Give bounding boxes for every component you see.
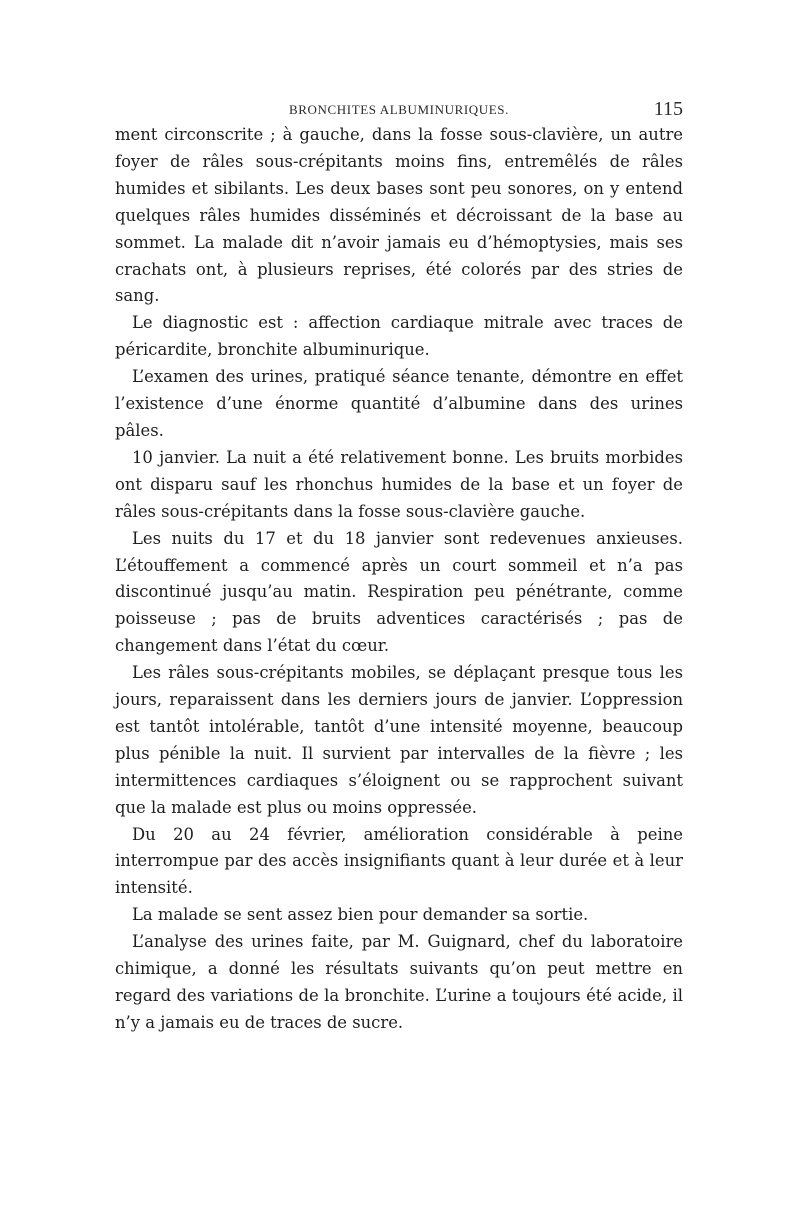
paragraph-late-january: Les râles sous-crépitants mobiles, se déplaçant presque tous les jours, reparaissent dans les derniers jours de janvier. L’oppression est tantôt intolérable, tantôt d’une intensité moyenne, beaucoup plus pénible la nuit. Il survient par intervalles de la fièvre ; les intermittences cardiaques s’éloignent ou se rapprochent suivant que la malade est plus ou moins oppressée. <box>115 663 683 817</box>
body-text <box>115 122 683 1037</box>
paragraph-january-10: 10 janvier. La nuit a été relativement bonne. Les bruits morbides ont disparu sauf les rhonchus humides de la base et un foyer de râles sous-crépitants dans la fosse sous-clavière gauche. <box>115 447 683 521</box>
paragraph-urine-analysis: L’analyse des urines faite, par M. Guignard, chef du laboratoire chimique, a donné les résultats suivants qu’on peut mettre en regard des variations de la bronchite. L’urine a toujours été acide, il n’y a jamais eu de traces de sucre. <box>115 932 683 1032</box>
page-number: 115 <box>653 98 683 120</box>
paragraph-urine-exam: L’examen des urines, pratiqué séance tenante, démontre en effet l’existence d’une énorme quantité d’albumine dans des urines pâles. <box>115 367 683 440</box>
paragraph-january-17-18: Les nuits du 17 et du 18 janvier sont redevenues anxieuses. L’étouffement a commencé après un court sommeil et n’a pas discontinué jusqu’au matin. Respiration peu pénétrante, comme poisseuse ; pas de bruits adventices caractérisés ; pas de changement dans l’état du cœur. <box>115 528 683 656</box>
paragraph-continued: ment circonscrite ; à gauche, dans la fosse sous-clavière, un autre foyer de râles sous-crépitants moins fins, entremêlés de râles humides et sibilants. Les deux bases sont peu sonores, on y entend quelques râles humides disséminés et décroissant de la base au sommet. La malade dit n’avoir jamais eu d’hémoptysies, mais ses crachats ont, à plusieurs reprises, été colorés par des stries de sang. <box>115 125 683 306</box>
page-header <box>115 100 683 122</box>
running-head: BRONCHITES ALBUMINURIQUES. <box>288 102 509 117</box>
paragraph-diagnosis: Le diagnostic est : affection cardiaque mitrale avec traces de péricardite, bronchite albuminurique. <box>115 313 683 360</box>
paragraph-discharge: La malade se sent assez bien pour demander sa sortie. <box>132 905 589 925</box>
paragraph-february: Du 20 au 24 février, amélioration considérable à peine interrompue par des accès insignifiants quant à leur durée et à leur intensité. <box>115 824 683 898</box>
